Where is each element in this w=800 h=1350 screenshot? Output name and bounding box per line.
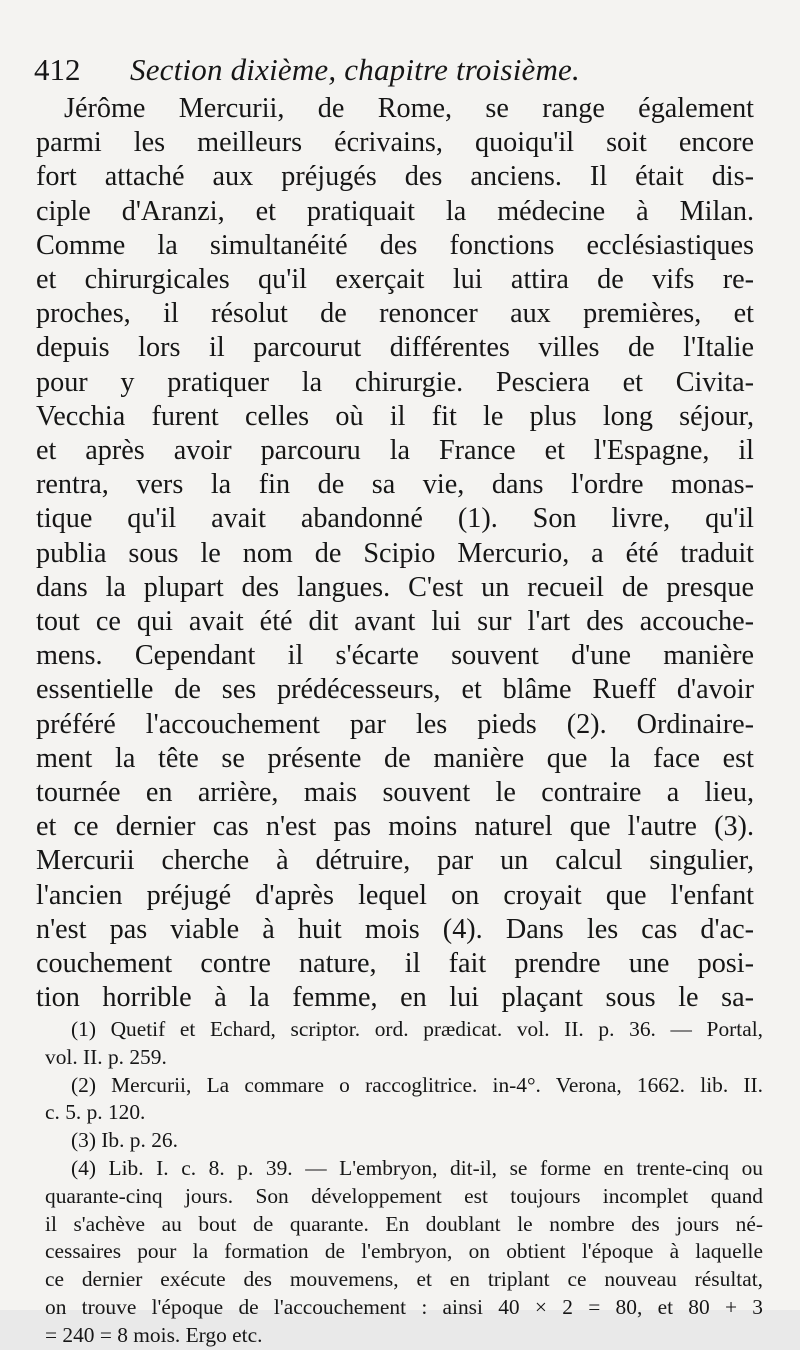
body-line: Comme la simultanéité des fonctions ecclésiastiques — [36, 229, 754, 261]
body-line: et chirurgicales qu'il exerçait lui attira de vifs re- — [36, 264, 754, 296]
body-line: tion horrible à la femme, en lui plaçant sous le sa- — [36, 982, 754, 1014]
footnote-line: (2) Mercurii, La commare o raccoglitrice. in-4°. Verona, 1662. lib. II. — [71, 1072, 763, 1097]
body-line: tout ce qui avait été dit avant lui sur l'art des accouche- — [36, 606, 754, 638]
body-line: préféré l'accouchement par les pieds (2). Ordinaire- — [36, 708, 754, 740]
body-line: ciple d'Aranzi, et pratiquait la médecine à Milan. — [36, 195, 754, 227]
body-line: tique qu'il avait abandonné (1). Son livre, qu'il — [36, 503, 754, 535]
body-line: l'ancien préjugé d'après lequel on croyait que l'enfant — [36, 879, 754, 911]
body-line: proches, il résolut de renoncer aux premières, et — [36, 298, 754, 330]
footnote-line: (4) Lib. I. c. 8. p. 39. — L'embryon, dit-il, se forme en trente-cinq ou — [71, 1155, 763, 1180]
body-line: couchement contre nature, il fait prendre une posi- — [36, 948, 754, 980]
body-line: tournée en arrière, mais souvent le contraire a lieu, — [36, 777, 754, 809]
footnote-line: vol. II. p. 259. — [45, 1044, 167, 1069]
footnote-line: c. 5. p. 120. — [45, 1100, 146, 1125]
footnotes — [45, 1016, 763, 1350]
body-text — [36, 92, 754, 1015]
footnote-line: on trouve l'époque de l'accouchement : ainsi 40 × 2 = 80, et 80 + 3 — [45, 1294, 763, 1319]
running-head: Section dixième, chapitre troisième. — [130, 52, 580, 87]
body-line: Mercurii cherche à détruire, par un calcul singulier, — [36, 845, 754, 877]
body-line: publia sous le nom de Scipio Mercurio, a été traduit — [36, 537, 754, 569]
footnote-line: quarante-cinq jours. Son développement est toujours incomplet quand — [45, 1183, 763, 1208]
body-line: Vecchia furent celles où il fit le plus long séjour, — [36, 400, 754, 432]
body-line: pour y pratiquer la chirurgie. Pesciera et Civita- — [36, 366, 754, 398]
page-header — [34, 48, 754, 92]
body-line: n'est pas viable à huit mois (4). Dans les cas d'ac- — [36, 913, 754, 945]
body-line: parmi les meilleurs écrivains, quoiqu'il soit encore — [36, 127, 754, 159]
body-line: Jérôme Mercurii, de Rome, se range également — [64, 93, 754, 124]
footnote-line: = 240 = 8 mois. Ergo etc. — [45, 1322, 263, 1347]
footnote-line: (3) Ib. p. 26. — [71, 1128, 178, 1153]
body-line: et ce dernier cas n'est pas moins naturel que l'autre (3). — [36, 811, 754, 843]
body-line: fort attaché aux préjugés des anciens. Il était dis- — [36, 161, 754, 193]
footnote-line: il s'achève au bout de quarante. En doublant le nombre des jours né- — [45, 1211, 763, 1236]
footnote-line: cessaires pour la formation de l'embryon, on obtient l'époque à laquelle — [45, 1239, 763, 1264]
body-line: ment la tête se présente de manière que la face est — [36, 742, 754, 774]
footnote-line: (1) Quetif et Echard, scriptor. ord. prædicat. vol. II. p. 36. — Portal, — [71, 1017, 763, 1041]
body-line: dans la plupart des langues. C'est un recueil de presque — [36, 571, 754, 603]
body-line: rentra, vers la fin de sa vie, dans l'ordre monas- — [36, 469, 754, 501]
body-line: et après avoir parcouru la France et l'Espagne, il — [36, 435, 754, 467]
page-number: 412 — [34, 52, 81, 87]
body-line: depuis lors il parcourut différentes villes de l'Italie — [36, 332, 754, 364]
body-line: mens. Cependant il s'écarte souvent d'une manière — [36, 640, 754, 672]
footnote-line: ce dernier exécute des mouvemens, et en triplant ce nouveau résultat, — [45, 1267, 763, 1292]
body-line: essentielle de ses prédécesseurs, et blâme Rueff d'avoir — [36, 674, 754, 706]
